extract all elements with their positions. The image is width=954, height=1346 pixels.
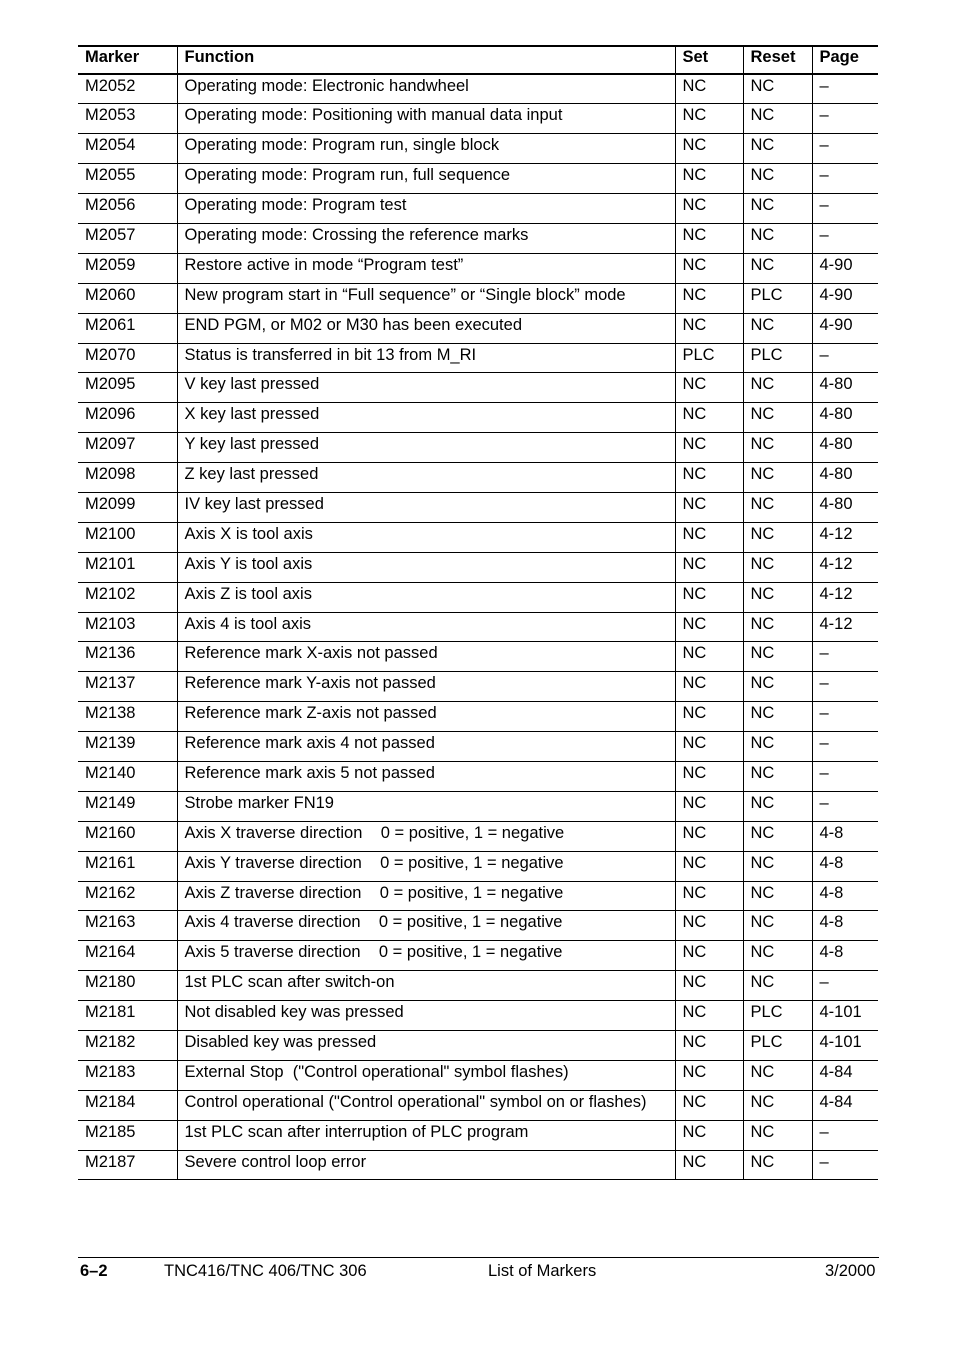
cell-set: NC — [675, 582, 743, 612]
cell-marker: M2187 — [78, 1150, 177, 1180]
cell-marker: M2139 — [78, 732, 177, 762]
cell-marker: M2140 — [78, 761, 177, 791]
cell-marker: M2185 — [78, 1120, 177, 1150]
cell-marker: M2060 — [78, 283, 177, 313]
cell-page: – — [812, 672, 878, 702]
cell-set: NC — [675, 552, 743, 582]
cell-function: X key last pressed — [177, 403, 675, 433]
cell-function: Reference mark Z-axis not passed — [177, 702, 675, 732]
cell-function: Reference mark X-axis not passed — [177, 642, 675, 672]
cell-reset: NC — [743, 941, 812, 971]
cell-function: Axis 4 is tool axis — [177, 612, 675, 642]
cell-page: 4-8 — [812, 941, 878, 971]
cell-reset: NC — [743, 433, 812, 463]
table-row — [78, 343, 878, 373]
cell-function: Z key last pressed — [177, 463, 675, 493]
header-function: Function — [177, 46, 675, 74]
cell-marker: M2056 — [78, 194, 177, 224]
cell-set: NC — [675, 732, 743, 762]
table-row — [78, 821, 878, 851]
cell-page: 4-80 — [812, 373, 878, 403]
table-row — [78, 881, 878, 911]
cell-page: 4-90 — [812, 313, 878, 343]
header-reset: Reset — [743, 46, 812, 74]
cell-reset: NC — [743, 522, 812, 552]
cell-page: 4-80 — [812, 403, 878, 433]
table-row — [78, 194, 878, 224]
cell-page: – — [812, 223, 878, 253]
cell-set: NC — [675, 941, 743, 971]
header-page: Page — [812, 46, 878, 74]
cell-set: NC — [675, 702, 743, 732]
cell-function: Control operational ("Control operational" symbol on or flashes) — [177, 1090, 675, 1120]
cell-marker: M2053 — [78, 104, 177, 134]
cell-function: Y key last pressed — [177, 433, 675, 463]
cell-set: NC — [675, 492, 743, 522]
cell-function: 1st PLC scan after interruption of PLC program — [177, 1120, 675, 1150]
table-row — [78, 911, 878, 941]
cell-page: 4-90 — [812, 253, 878, 283]
cell-marker: M2183 — [78, 1060, 177, 1090]
cell-page: 4-8 — [812, 911, 878, 941]
cell-page: – — [812, 1120, 878, 1150]
table-row — [78, 851, 878, 881]
cell-function: IV key last pressed — [177, 492, 675, 522]
table-row — [78, 732, 878, 762]
cell-set: NC — [675, 1120, 743, 1150]
cell-reset: NC — [743, 403, 812, 433]
cell-function: Axis Y traverse direction 0 = positive, 1 = negative — [177, 851, 675, 881]
cell-page: – — [812, 104, 878, 134]
cell-set: NC — [675, 761, 743, 791]
cell-function: 1st PLC scan after switch-on — [177, 971, 675, 1001]
cell-marker: M2101 — [78, 552, 177, 582]
cell-set: NC — [675, 851, 743, 881]
cell-reset: NC — [743, 702, 812, 732]
table-row — [78, 164, 878, 194]
cell-function: V key last pressed — [177, 373, 675, 403]
table-row — [78, 313, 878, 343]
table-row — [78, 612, 878, 642]
table-row — [78, 791, 878, 821]
cell-reset: NC — [743, 463, 812, 493]
cell-reset: NC — [743, 313, 812, 343]
cell-page: – — [812, 164, 878, 194]
cell-marker: M2099 — [78, 492, 177, 522]
cell-marker: M2137 — [78, 672, 177, 702]
cell-marker: M2102 — [78, 582, 177, 612]
table-row — [78, 1120, 878, 1150]
cell-page: 4-12 — [812, 552, 878, 582]
table-row — [78, 492, 878, 522]
cell-function: Operating mode: Crossing the reference marks — [177, 223, 675, 253]
cell-page: 4-90 — [812, 283, 878, 313]
cell-set: NC — [675, 1090, 743, 1120]
table-header-row — [78, 46, 878, 74]
cell-set: NC — [675, 223, 743, 253]
cell-marker: M2061 — [78, 313, 177, 343]
cell-marker: M2096 — [78, 403, 177, 433]
cell-reset: NC — [743, 253, 812, 283]
cell-set: NC — [675, 253, 743, 283]
table-row — [78, 373, 878, 403]
cell-set: NC — [675, 1150, 743, 1180]
cell-page: 4-12 — [812, 522, 878, 552]
cell-set: NC — [675, 821, 743, 851]
table-row — [78, 403, 878, 433]
cell-page: 4-80 — [812, 433, 878, 463]
cell-set: NC — [675, 403, 743, 433]
table-row — [78, 1150, 878, 1180]
cell-reset: PLC — [743, 343, 812, 373]
table-row — [78, 1090, 878, 1120]
cell-reset: NC — [743, 821, 812, 851]
table-row — [78, 134, 878, 164]
cell-function: New program start in “Full sequence” or “Single block” mode — [177, 283, 675, 313]
header-set: Set — [675, 46, 743, 74]
cell-function: END PGM, or M02 or M30 has been executed — [177, 313, 675, 343]
cell-set: NC — [675, 164, 743, 194]
cell-set: NC — [675, 642, 743, 672]
cell-page: – — [812, 1150, 878, 1180]
cell-page: 4-8 — [812, 821, 878, 851]
cell-marker: M2103 — [78, 612, 177, 642]
cell-marker: M2055 — [78, 164, 177, 194]
cell-reset: NC — [743, 373, 812, 403]
cell-function: Axis Z is tool axis — [177, 582, 675, 612]
cell-reset: NC — [743, 194, 812, 224]
cell-marker: M2136 — [78, 642, 177, 672]
cell-function: Operating mode: Electronic handwheel — [177, 74, 675, 104]
cell-reset: NC — [743, 1150, 812, 1180]
cell-reset: NC — [743, 134, 812, 164]
cell-marker: M2095 — [78, 373, 177, 403]
cell-page: – — [812, 971, 878, 1001]
footer-date: 3/2000 — [825, 1262, 876, 1280]
cell-marker: M2057 — [78, 223, 177, 253]
table-row — [78, 433, 878, 463]
cell-function: Operating mode: Positioning with manual data input — [177, 104, 675, 134]
cell-reset: NC — [743, 791, 812, 821]
cell-function: Disabled key was pressed — [177, 1031, 675, 1061]
cell-marker: M2181 — [78, 1001, 177, 1031]
footer-rule — [78, 1257, 879, 1258]
table-row — [78, 522, 878, 552]
cell-reset: NC — [743, 911, 812, 941]
cell-function: Axis X is tool axis — [177, 522, 675, 552]
cell-page: 4-84 — [812, 1060, 878, 1090]
table-row — [78, 761, 878, 791]
cell-reset: NC — [743, 1090, 812, 1120]
table-row — [78, 1001, 878, 1031]
cell-reset: NC — [743, 74, 812, 104]
cell-set: NC — [675, 1060, 743, 1090]
cell-page: – — [812, 761, 878, 791]
table-row — [78, 253, 878, 283]
cell-marker: M2160 — [78, 821, 177, 851]
cell-page: 4-80 — [812, 463, 878, 493]
cell-set: NC — [675, 433, 743, 463]
cell-set: NC — [675, 971, 743, 1001]
cell-marker: M2138 — [78, 702, 177, 732]
table-body — [78, 74, 878, 1180]
cell-reset: NC — [743, 642, 812, 672]
cell-reset: NC — [743, 552, 812, 582]
cell-function: Operating mode: Program run, single block — [177, 134, 675, 164]
cell-reset: PLC — [743, 1001, 812, 1031]
cell-set: NC — [675, 134, 743, 164]
cell-marker: M2052 — [78, 74, 177, 104]
cell-reset: NC — [743, 223, 812, 253]
cell-function: Operating mode: Program run, full sequence — [177, 164, 675, 194]
cell-reset: NC — [743, 164, 812, 194]
footer-section-title: List of Markers — [488, 1262, 597, 1280]
cell-marker: M2149 — [78, 791, 177, 821]
cell-reset: NC — [743, 582, 812, 612]
table-row — [78, 672, 878, 702]
cell-marker: M2182 — [78, 1031, 177, 1061]
table-row — [78, 971, 878, 1001]
cell-function: Axis Z traverse direction 0 = positive, 1 = negative — [177, 881, 675, 911]
table-row — [78, 941, 878, 971]
table-row — [78, 552, 878, 582]
cell-set: NC — [675, 672, 743, 702]
cell-page: 4-12 — [812, 582, 878, 612]
footer-model: TNC416/TNC 406/TNC 306 — [164, 1262, 367, 1280]
cell-page: 4-80 — [812, 492, 878, 522]
cell-function: Not disabled key was pressed — [177, 1001, 675, 1031]
header-marker: Marker — [78, 46, 177, 74]
cell-reset: NC — [743, 761, 812, 791]
cell-function: Reference mark axis 4 not passed — [177, 732, 675, 762]
cell-page: 4-12 — [812, 612, 878, 642]
cell-reset: NC — [743, 971, 812, 1001]
cell-set: NC — [675, 1031, 743, 1061]
table-row — [78, 74, 878, 104]
cell-page: 4-8 — [812, 881, 878, 911]
cell-marker: M2180 — [78, 971, 177, 1001]
cell-page: – — [812, 702, 878, 732]
cell-set: NC — [675, 522, 743, 552]
cell-set: NC — [675, 194, 743, 224]
cell-function: Axis Y is tool axis — [177, 552, 675, 582]
table-row — [78, 1031, 878, 1061]
cell-reset: PLC — [743, 283, 812, 313]
cell-function: Restore active in mode “Program test” — [177, 253, 675, 283]
cell-reset: NC — [743, 612, 812, 642]
cell-set: NC — [675, 463, 743, 493]
cell-set: NC — [675, 1001, 743, 1031]
cell-marker: M2184 — [78, 1090, 177, 1120]
footer-page-number: 6–2 — [80, 1262, 108, 1280]
cell-marker: M2097 — [78, 433, 177, 463]
cell-function: Axis 5 traverse direction 0 = positive, 1 = negative — [177, 941, 675, 971]
cell-function: Operating mode: Program test — [177, 194, 675, 224]
table-row — [78, 283, 878, 313]
cell-page: 4-8 — [812, 851, 878, 881]
cell-reset: NC — [743, 881, 812, 911]
cell-set: NC — [675, 313, 743, 343]
cell-function: Status is transferred in bit 13 from M_RI — [177, 343, 675, 373]
cell-page: – — [812, 791, 878, 821]
cell-function: Axis 4 traverse direction 0 = positive, 1 = negative — [177, 911, 675, 941]
table-row — [78, 582, 878, 612]
cell-set: NC — [675, 612, 743, 642]
cell-page: 4-101 — [812, 1001, 878, 1031]
cell-page: – — [812, 194, 878, 224]
cell-reset: NC — [743, 732, 812, 762]
cell-set: NC — [675, 74, 743, 104]
table-row — [78, 1060, 878, 1090]
cell-marker: M2162 — [78, 881, 177, 911]
cell-marker: M2059 — [78, 253, 177, 283]
table-row — [78, 702, 878, 732]
cell-set: NC — [675, 911, 743, 941]
cell-page: 4-84 — [812, 1090, 878, 1120]
cell-function: Axis X traverse direction 0 = positive, 1 = negative — [177, 821, 675, 851]
cell-page: – — [812, 732, 878, 762]
cell-page: 4-101 — [812, 1031, 878, 1061]
cell-reset: NC — [743, 851, 812, 881]
cell-reset: NC — [743, 1060, 812, 1090]
cell-reset: PLC — [743, 1031, 812, 1061]
table-row — [78, 104, 878, 134]
cell-marker: M2161 — [78, 851, 177, 881]
cell-reset: NC — [743, 1120, 812, 1150]
cell-reset: NC — [743, 492, 812, 522]
cell-marker: M2098 — [78, 463, 177, 493]
cell-set: NC — [675, 791, 743, 821]
cell-set: PLC — [675, 343, 743, 373]
cell-function: Severe control loop error — [177, 1150, 675, 1180]
table-row — [78, 223, 878, 253]
cell-set: NC — [675, 283, 743, 313]
cell-page: – — [812, 343, 878, 373]
cell-function: Strobe marker FN19 — [177, 791, 675, 821]
cell-marker: M2164 — [78, 941, 177, 971]
cell-marker: M2070 — [78, 343, 177, 373]
cell-function: Reference mark axis 5 not passed — [177, 761, 675, 791]
cell-function: Reference mark Y-axis not passed — [177, 672, 675, 702]
cell-page: – — [812, 134, 878, 164]
cell-reset: NC — [743, 672, 812, 702]
cell-page: – — [812, 74, 878, 104]
cell-marker: M2054 — [78, 134, 177, 164]
cell-function: External Stop ("Control operational" symbol flashes) — [177, 1060, 675, 1090]
table-row — [78, 463, 878, 493]
marker-table — [78, 45, 878, 1180]
cell-page: – — [812, 642, 878, 672]
cell-marker: M2163 — [78, 911, 177, 941]
cell-marker: M2100 — [78, 522, 177, 552]
cell-reset: NC — [743, 104, 812, 134]
table-row — [78, 642, 878, 672]
cell-set: NC — [675, 881, 743, 911]
cell-set: NC — [675, 373, 743, 403]
cell-set: NC — [675, 104, 743, 134]
